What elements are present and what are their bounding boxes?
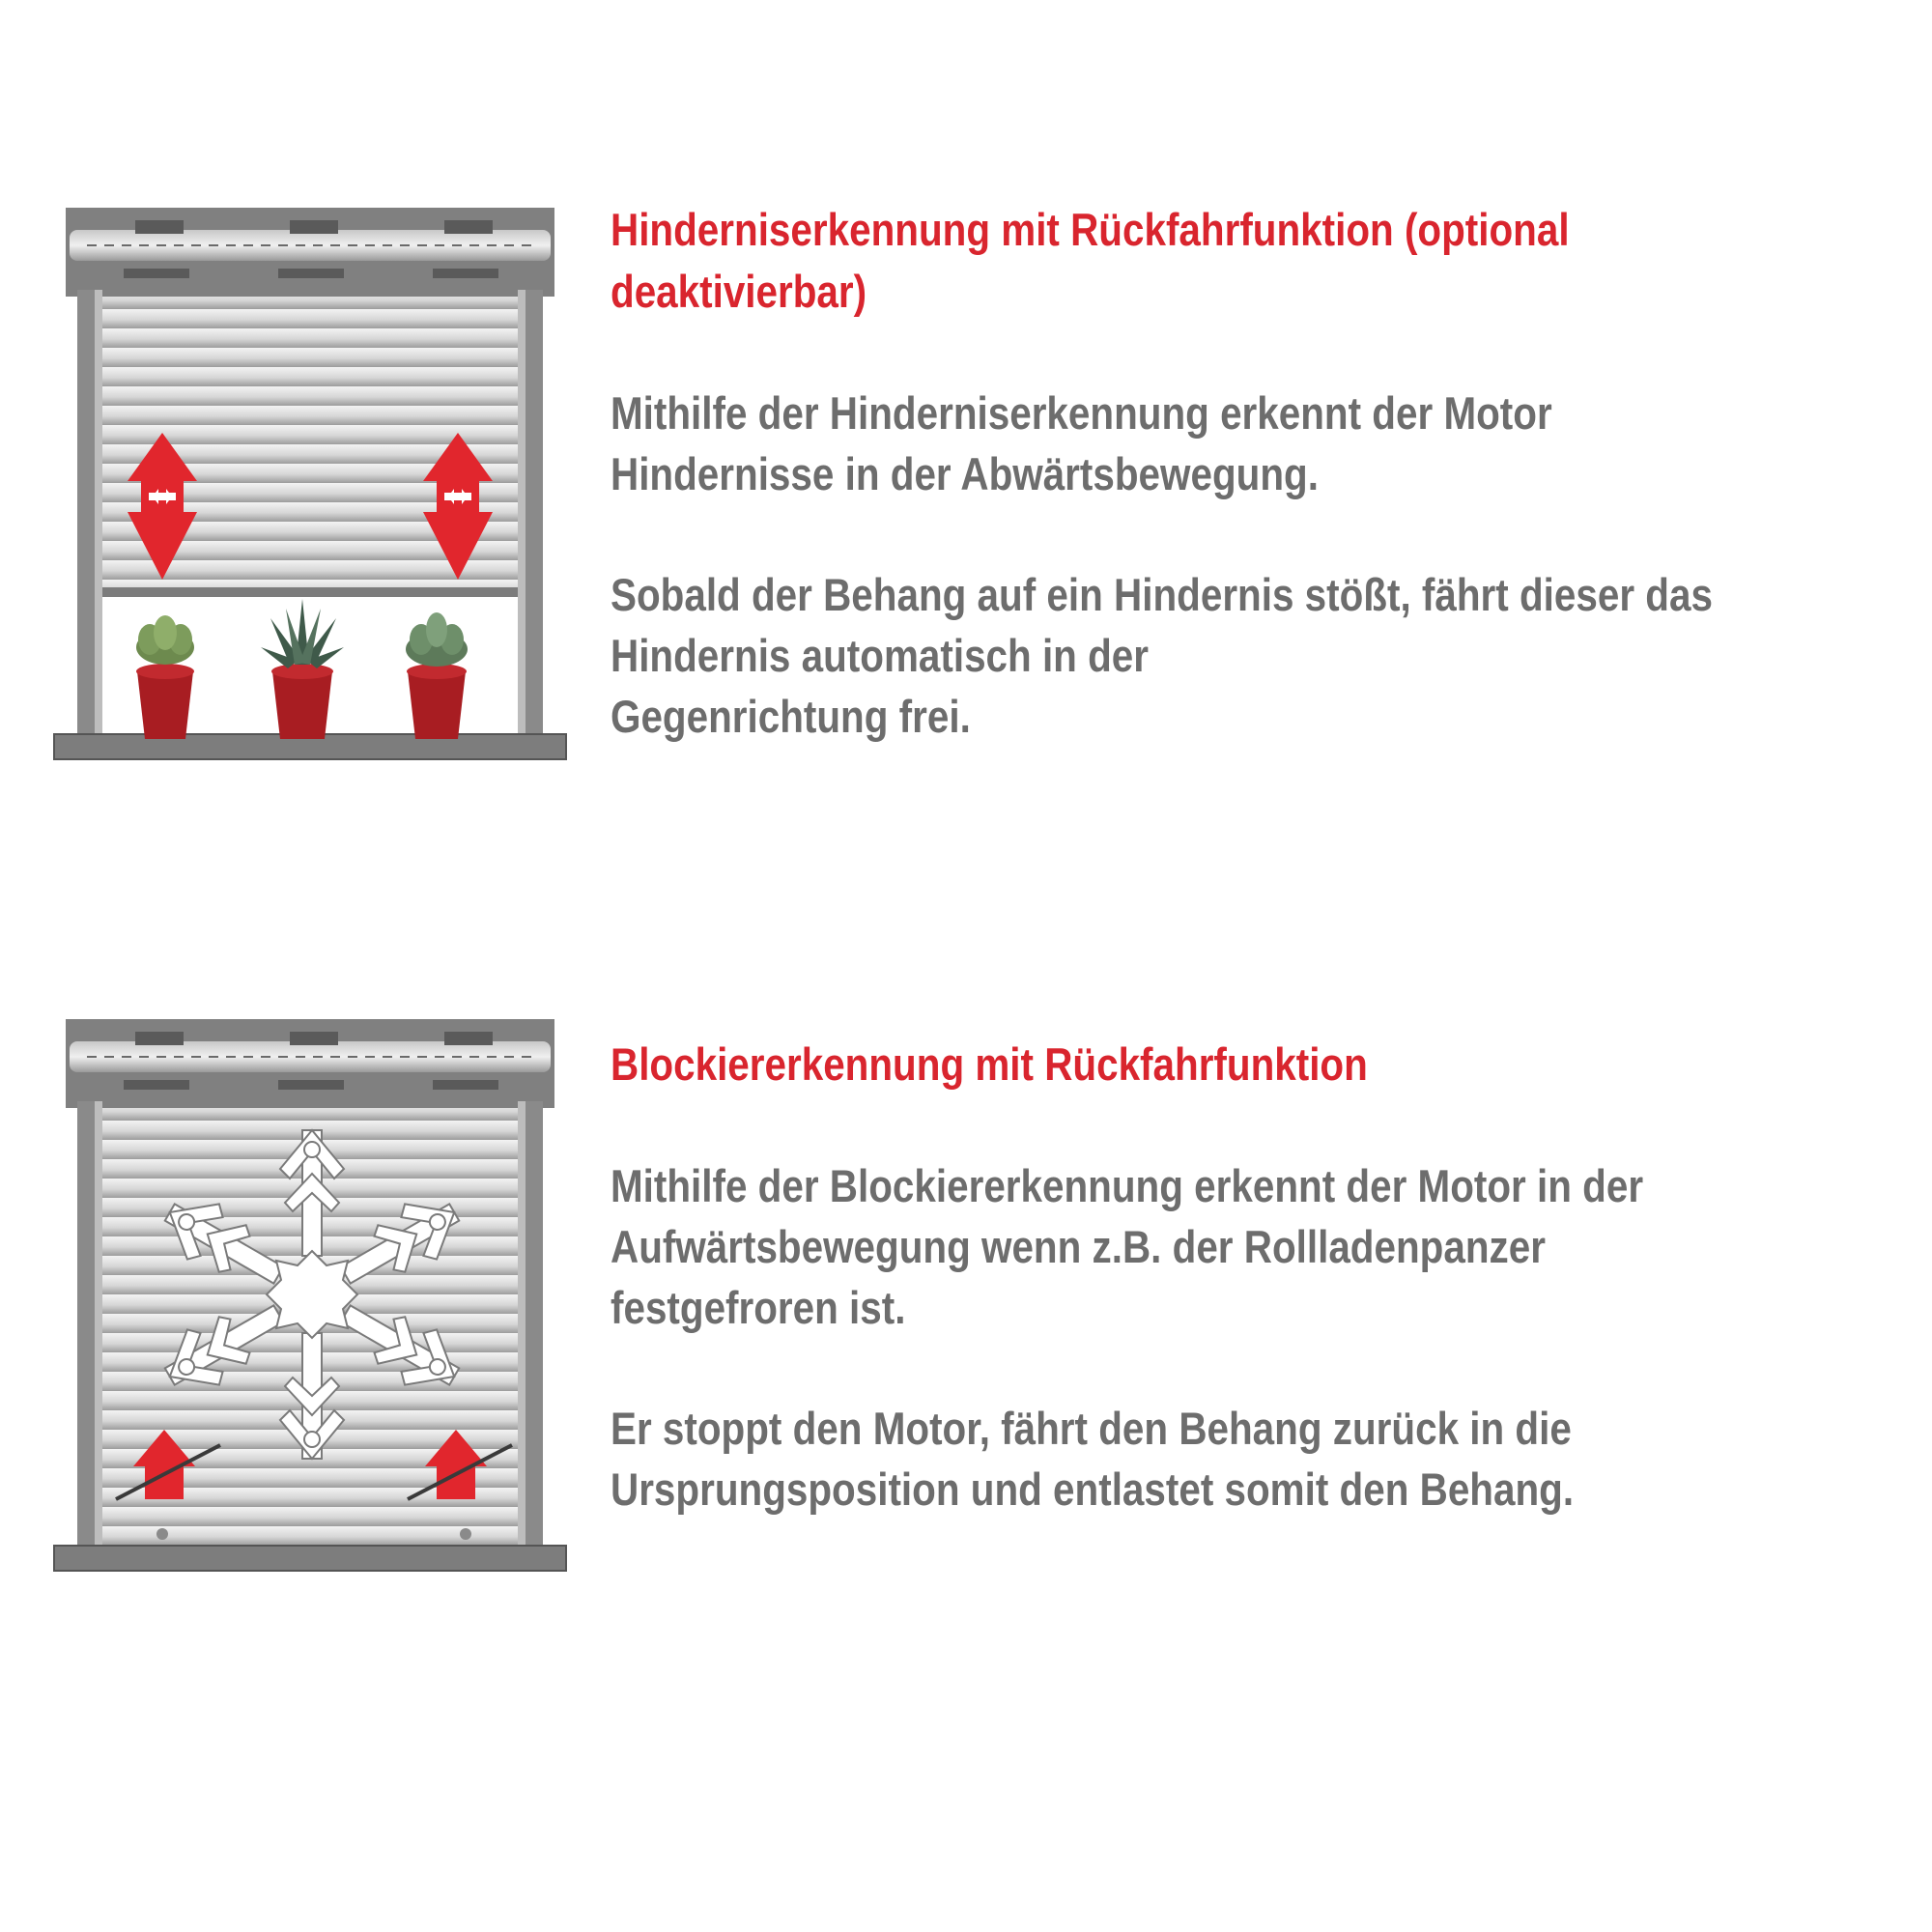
paragraph-line: Gegenrichtung frei. bbox=[611, 691, 971, 742]
paragraph-line: Sobald der Behang auf ein Hindernis stößt, fährt dieser das bbox=[611, 569, 1713, 620]
paragraph-line: Aufwärtsbewegung wenn z.B. der Rollladenpanzer bbox=[611, 1221, 1546, 1272]
paragraph-line: Hindernis automatisch in der bbox=[611, 630, 1150, 681]
paragraph-line: Hindernisse in der Abwärtsbewegung. bbox=[611, 448, 1319, 499]
paragraph bbox=[611, 1398, 1907, 1520]
plant-pot-icon bbox=[406, 612, 468, 739]
section-heading bbox=[611, 199, 1907, 323]
plant-pot-icon bbox=[136, 615, 194, 739]
obstacle-text bbox=[611, 199, 1905, 747]
paragraph bbox=[611, 383, 1907, 504]
paragraph-line: Ursprungsposition und entlastet somit den Behang. bbox=[611, 1463, 1575, 1515]
heading-line: Blockiererkennung mit Rückfahrfunktion bbox=[611, 1038, 1368, 1090]
obstacle-illustration bbox=[48, 193, 589, 773]
paragraph-line: Mithilfe der Hinderniserkennung erkennt der Motor bbox=[611, 387, 1552, 439]
section-heading bbox=[611, 1034, 1907, 1095]
heading-line: Hinderniserkennung mit Rückfahrfunktion (optional bbox=[611, 204, 1570, 255]
heading-line: deaktivierbar) bbox=[611, 266, 867, 317]
paragraph bbox=[611, 564, 1907, 747]
blocking-illustration bbox=[48, 1005, 589, 1584]
paragraph-line: Mithilfe der Blockiererkennung erkennt der Motor in der bbox=[611, 1160, 1644, 1211]
paragraph-line: Er stoppt den Motor, fährt den Behang zurück in die bbox=[611, 1403, 1572, 1454]
paragraph-line: festgefroren ist. bbox=[611, 1282, 906, 1333]
paragraph bbox=[611, 1155, 1907, 1338]
blocking-text bbox=[611, 1034, 1905, 1520]
